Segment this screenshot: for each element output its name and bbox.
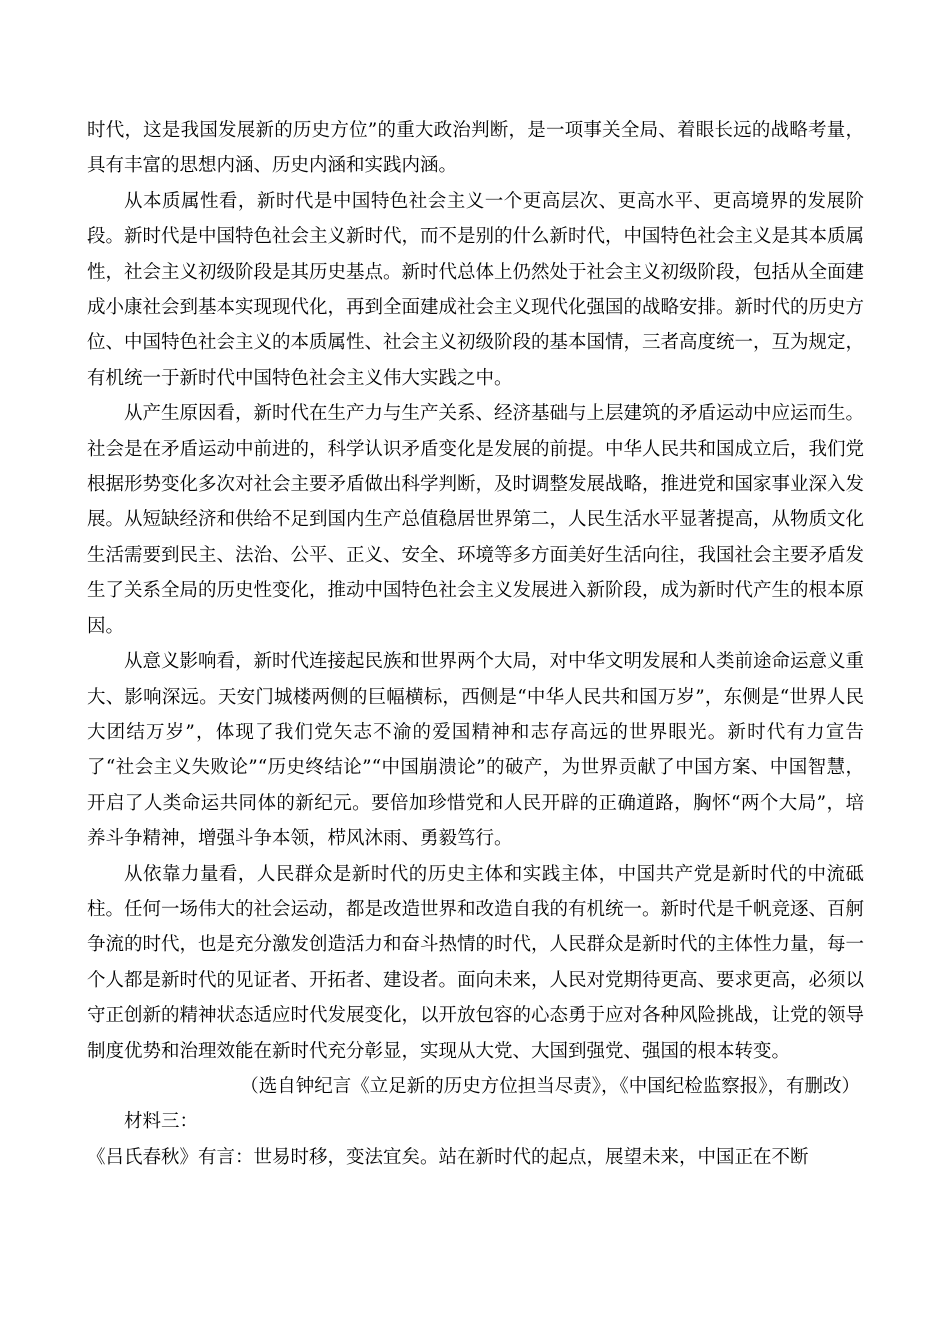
material-three-heading: 材料三： xyxy=(124,1111,199,1133)
material-three-paragraph: 《吕氏春秋》有言：世易时移，变法宜矣。站在新时代的起点，展望未来，中国正在不断 xyxy=(87,1146,809,1168)
paragraph-essential-attribute: 从本质属性看，新时代是中国特色社会主义一个更高层次、更高水平、更高境界的发展阶段。新时代是中国特色社会主义新时代，而不是别的什么新时代，中国特色社会主义是其本质属性，社会主义初级阶段是其历史基点。新时代总体上仍然处于社会主义初级阶段，包括从全面建成小康社会到基本实现现代化，再到全面建成社会主义现代化强国的战略安排。新时代的历史方位、中国特色社会主义的本质属性、社会主义初级阶段的基本国情，三者高度统一，互为规定，有机统一于新时代中国特色社会主义伟大实践之中。 xyxy=(87,190,865,389)
source-citation: （选自钟纪言《立足新的历史方位担当尽责》，《中国纪检监察报》，有删改） xyxy=(240,1075,860,1097)
paragraph-significance: 从意义影响看，新时代连接起民族和世界两个大局，对中华文明发展和人类前途命运意义重大、影响深远。天安门城楼两侧的巨幅横标，西侧是“中华人民共和国万岁”，东侧是“世界人民大团结万岁”，体现了我们党矢志不渝的爱国精神和志存高远的世界眼光。新时代有力宣告了“社会主义失败论”“历史终结论”“中国崩溃论”的破产，为世界贡献了中国方案、中国智慧，开启了人类命运共同体的新纪元。要倍加珍惜党和人民开辟的正确道路，胸怀“两个大局”，培养斗争精神，增强斗争本领，栉风沐雨、勇毅笃行。 xyxy=(87,651,865,850)
paragraph-origin: 从产生原因看，新时代在生产力与生产关系、经济基础与上层建筑的矛盾运动中应运而生。社会是在矛盾运动中前进的，科学认识矛盾变化是发展的前提。中华人民共和国成立后，我们党根据形势变化多次对社会主要矛盾做出科学判断，及时调整发展战略，推进党和国家事业深入发展。从短缺经济和供给不足到国内生产总值稳居世界第二，人民生活水平显著提高，从物质文化生活需要到民主、法治、公平、正义、安全、环境等多方面美好生活向往，我国社会主要矛盾发生了关系全局的历史性变化，推动中国特色社会主义发展进入新阶段，成为新时代产生的根本原因。 xyxy=(87,403,865,637)
paragraph-intro-continued: 时代，这是我国发展新的历史方位”的重大政治判断，是一项事关全局、着眼长远的战略考量，具有丰富的思想内涵、历史内涵和实践内涵。 xyxy=(87,120,864,177)
paragraph-driving-force: 从依靠力量看，人民群众是新时代的历史主体和实践主体，中国共产党是新时代的中流砥柱。任何一场伟大的社会运动，都是改造世界和改造自我的有机统一。新时代是千帆竞逐、百舸争流的时代，也是充分激发创造活力和奋斗热情的时代，人民群众是新时代的主体性力量，每一个人都是新时代的见证者、开拓者、建设者。面向未来，人民对党期待更高、要求更高，必须以守正创新的精神状态适应时代发展变化，以开放包容的心态勇于应对各种风险挑战，让党的领导制度优势和治理效能在新时代充分彰显，实现从大党、大国到强党、强国的根本转变。 xyxy=(87,863,865,1062)
document-page xyxy=(87,113,864,1175)
